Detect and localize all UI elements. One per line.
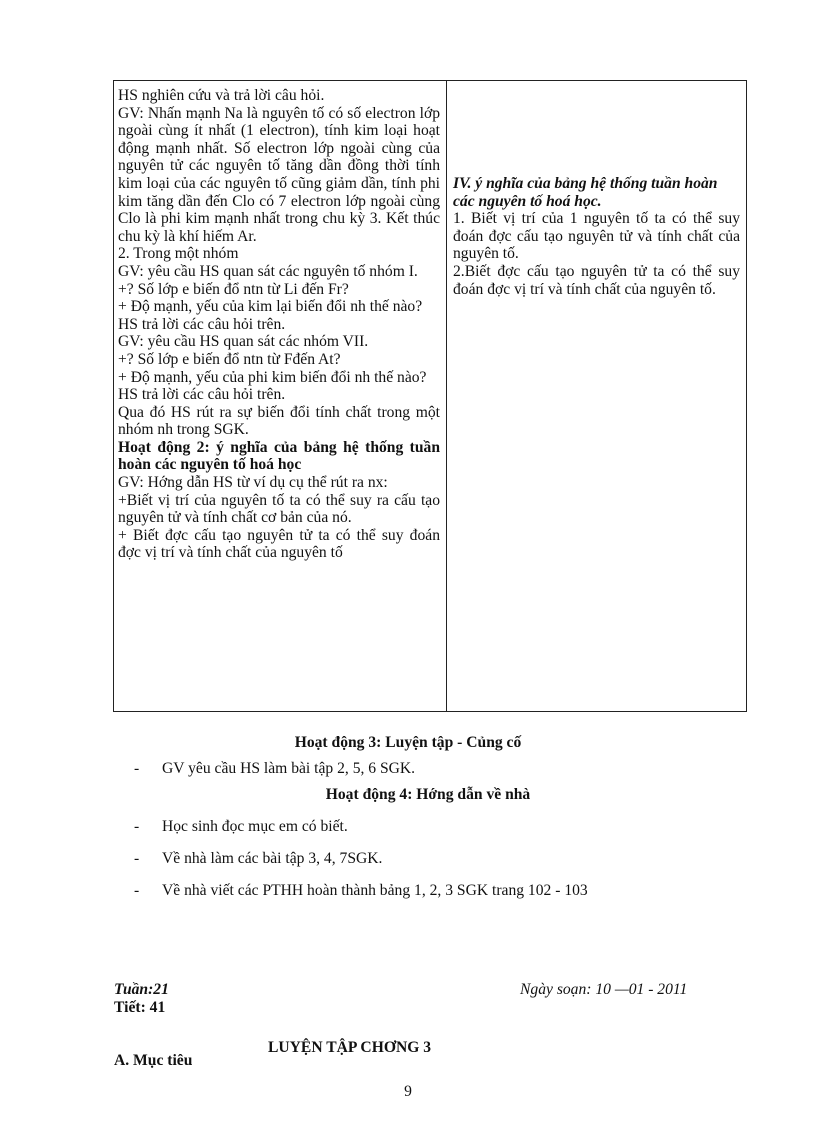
activity3-bullet bbox=[134, 760, 415, 778]
content-column bbox=[447, 81, 746, 711]
activity-paragraph: +? Số lớp e biến đổ ntn từ Fđến At? bbox=[118, 350, 341, 368]
activity4-bullet-text: Học sinh đọc mục em có biết. bbox=[162, 818, 348, 835]
bullet-dash: - bbox=[134, 882, 140, 899]
activity-paragraph: + Độ mạnh, yếu của phi kim biến đổi nh thế nào? bbox=[118, 368, 427, 386]
activity-paragraph: Qua đó HS rút ra sự biến đổi tính chất trong một nhóm nh trong SGK. bbox=[118, 403, 440, 439]
page-number: 9 bbox=[404, 1083, 412, 1100]
section-iv-paragraph-2: 2.Biết đợc cấu tạo nguyên tử ta có thể suy đoán đợc vị trí và tính chất của nguyên tố. bbox=[453, 262, 740, 298]
section-iv-heading: IV. ý nghĩa của bảng hệ thống tuần hoàn các nguyên tố hoá học. bbox=[453, 175, 718, 210]
activity-paragraph: GV: Nhấn mạnh Na là nguyên tố có số electron lớp ngoài cùng ít nhất (1 electron), tính kim loại hoạt động mạnh nhất. Số electron lớp ngoài cùng của nguyên tử các nguyên tố tăng dần đồng thời tính kim loại của các nguyên tố cũng giảm dần, tính phi kim tăng dần đến Clo có 7 electron lớp ngoài cùng Clo là phi kim mạnh nhất trong chu kỳ 3. Kết thúc chu kỳ là khí hiếm Ar. bbox=[118, 104, 440, 245]
activity-paragraph: HS nghiên cứu và trả lời câu hỏi. bbox=[118, 87, 325, 104]
week-label: Tuần:21 bbox=[114, 981, 169, 998]
activity-paragraph: GV: yêu cầu HS quan sát các nhóm VII. bbox=[118, 333, 369, 351]
prep-date: Ngày soạn: 10 —01 - 2011 bbox=[520, 981, 688, 998]
bullet-dash: - bbox=[134, 850, 140, 867]
activity4-bullet-3 bbox=[134, 882, 588, 900]
activity4-bullet-text: Về nhà viết các PTHH hoàn thành bảng 1, 2, 3 SGK trang 102 - 103 bbox=[162, 882, 588, 899]
activity4-heading: Hoạt động 4: Hớng dẫn về nhà bbox=[325, 786, 531, 803]
bullet-dash: - bbox=[134, 760, 140, 777]
activity-paragraph: 2. Trong một nhóm bbox=[118, 245, 239, 263]
activity-paragraph: GV: Hớng dẫn HS từ ví dụ cụ thể rút ra nx: bbox=[118, 474, 388, 492]
activity-paragraph: HS trả lời các câu hỏi trên. bbox=[118, 315, 286, 333]
activity-paragraph: GV: yêu cầu HS quan sát các nguyên tố nhóm I. bbox=[118, 262, 418, 280]
activity-paragraph: + Biết đợc cấu tạo nguyên tử ta có thể suy đoán đợc vị trí và tính chất của nguyên tố bbox=[118, 526, 440, 562]
activity4-bullet-1 bbox=[134, 818, 348, 836]
activity-paragraph: + Độ mạnh, yếu của kim lại biến đổi nh thế nào? bbox=[118, 298, 423, 316]
section-iv-paragraph-1: 1. Biết vị trí của 1 nguyên tố ta có thể suy đoán đợc cấu tạo nguyên tử và tính chất của nguyên tố. bbox=[453, 210, 740, 263]
activity3-heading: Hoạt động 3: Luyện tập - Củng cố bbox=[294, 734, 522, 751]
lesson-title: LUYỆN TẬP CHƠNG 3 bbox=[268, 1039, 432, 1056]
activity-paragraph: HS trả lời các câu hỏi trên. bbox=[118, 386, 286, 404]
activity-paragraph: +Biết vị trí của nguyên tố ta có thể suy ra cấu tạo nguyên tử và tính chất cơ bản của nó. bbox=[118, 491, 440, 527]
section-a-heading: A. Mục tiêu bbox=[114, 1052, 193, 1069]
teacher-activity-column bbox=[114, 81, 447, 711]
bullet-dash: - bbox=[134, 818, 140, 835]
activity-paragraph: +? Số lớp e biến đổ ntn từ Li đến Fr? bbox=[118, 280, 349, 298]
period-label: Tiết: 41 bbox=[114, 999, 166, 1016]
activity4-bullet-text: Về nhà làm các bài tập 3, 4, 7SGK. bbox=[162, 850, 383, 867]
activity3-bullet-text: GV yêu cầu HS làm bài tập 2, 5, 6 SGK. bbox=[162, 760, 416, 777]
lesson-table bbox=[113, 80, 747, 712]
activity-paragraph: Hoạt động 2: ý nghĩa của bảng hệ thống tuần hoàn các nguyên tố hoá học bbox=[118, 438, 440, 474]
activity4-bullet-2 bbox=[134, 850, 382, 868]
